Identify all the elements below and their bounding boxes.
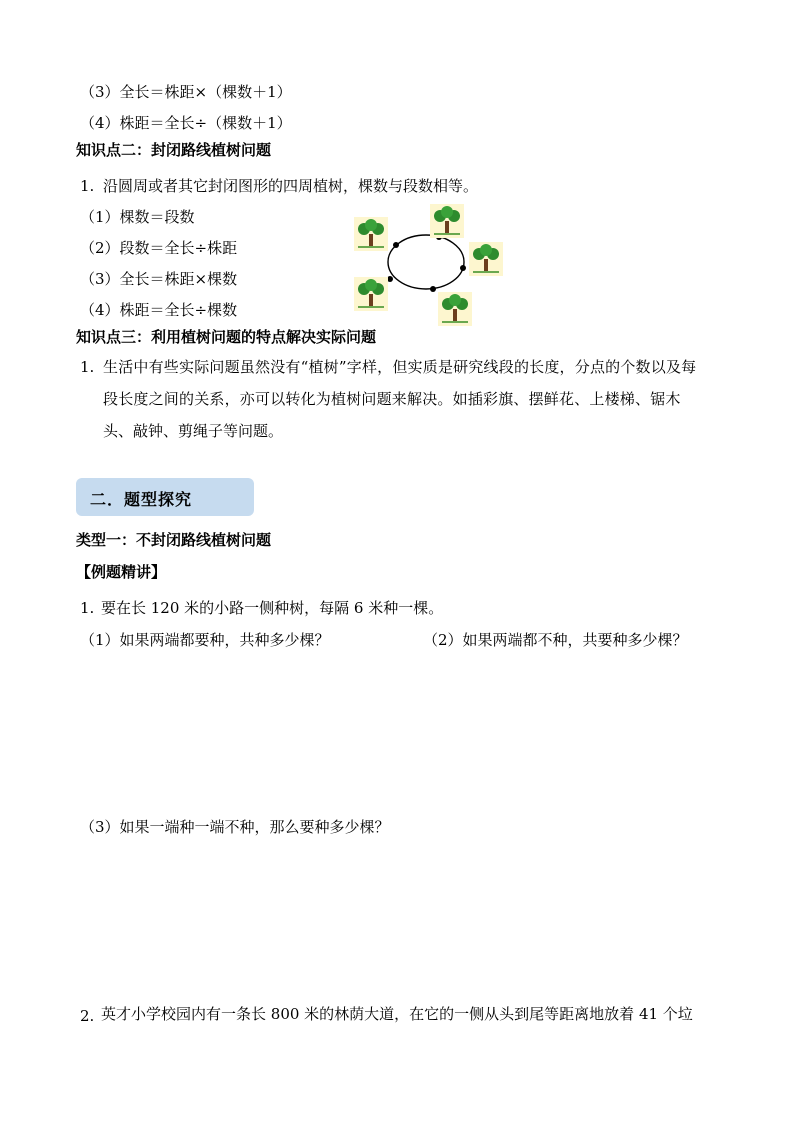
loop-point bbox=[430, 286, 436, 292]
knowledge-point-3-title: 知识点三：利用植树问题的特点解决实际问题 bbox=[76, 328, 377, 346]
tree-icon bbox=[354, 277, 388, 311]
kp2-formula-2: （2）段数＝全长÷株距 bbox=[80, 239, 238, 257]
loop-point bbox=[393, 242, 399, 248]
knowledge-point-2-title: 知识点二：封闭路线植树问题 bbox=[76, 141, 272, 159]
tree-icon bbox=[469, 242, 503, 276]
kp2-formula-3: （3）全长＝株距×棵数 bbox=[80, 270, 238, 288]
tree-icon bbox=[430, 204, 464, 238]
question-1: 要在长 120 米的小路一侧种树，每隔 6 米种一棵。 bbox=[101, 599, 444, 617]
tree-icon bbox=[438, 292, 472, 326]
section-2-title: 二．题型探究 bbox=[90, 490, 193, 509]
section-2-header bbox=[76, 478, 254, 516]
question-2: 英才小学校园内有一条长 800 米的林荫大道，在它的一侧从头到尾等距离地放着 41 个垃 bbox=[101, 1005, 693, 1023]
kp3-item-1-line-1: 生活中有些实际问题虽然没有“植树”字样，但实质是研究线段的长度，分点的个数以及每 bbox=[103, 358, 697, 376]
question-1-part-3: （3）如果一端种一端不种，那么要种多少棵？ bbox=[80, 818, 390, 836]
item-number: 1. bbox=[80, 599, 95, 617]
closed-loop-diagram bbox=[384, 234, 468, 294]
loop-point bbox=[460, 265, 466, 271]
kp2-item-1: 沿圆周或者其它封闭图形的四周植树，棵数与段数相等。 bbox=[103, 177, 479, 195]
question-1-part-1: （1）如果两端都要种，共种多少棵？ bbox=[80, 631, 330, 649]
question-1-part-2: （2）如果两端都不种，共要种多少棵？ bbox=[423, 631, 688, 649]
item-number: 1. bbox=[80, 177, 95, 195]
item-number: 1. bbox=[80, 358, 95, 376]
tree-icon bbox=[354, 217, 388, 251]
item-number: 2. bbox=[80, 1007, 95, 1025]
kp2-formula-4: （4）株距＝全长÷棵数 bbox=[80, 301, 238, 319]
kp3-item-1-line-3: 头、敲钟、剪绳子等问题。 bbox=[103, 422, 284, 440]
type-1-title: 类型一：不封闭路线植树问题 bbox=[76, 531, 272, 549]
kp2-formula-1: （1）棵数＝段数 bbox=[80, 208, 195, 226]
example-heading: 【例题精讲】 bbox=[76, 563, 167, 581]
formula-4: （4）株距＝全长÷（棵数＋1） bbox=[80, 114, 292, 132]
formula-3: （3）全长＝株距×（棵数＋1） bbox=[80, 83, 292, 101]
kp3-item-1-line-2: 段长度之间的关系，亦可以转化为植树问题来解决。如插彩旗、摆鲜花、上楼梯、锯木 bbox=[103, 390, 681, 408]
